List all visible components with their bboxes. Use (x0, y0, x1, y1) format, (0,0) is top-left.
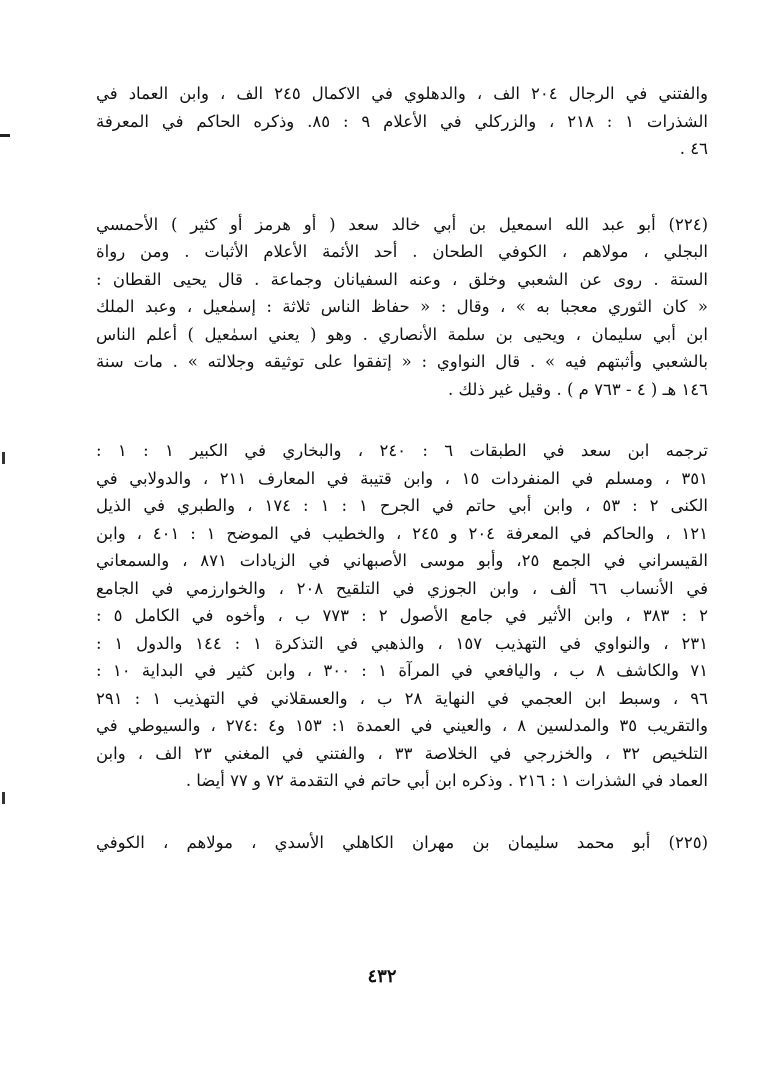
paragraph-entry-225-start (96, 829, 708, 857)
scan-edge-mark-middle (2, 452, 5, 464)
scan-edge-mark-lower (2, 792, 5, 804)
text-line: القيسراني في الجمع ٢٥، وأبو موسى الأصبهاني في الزيادات ٨٧١ ، والسمعاني (96, 551, 708, 570)
text-line: ٧١ والكاشف ٨ ب ، واليافعي في المرآة ١ : ٣٠٠ ، وابن كثير في البداية ١٠ : (96, 661, 708, 680)
text-line: والتقريب ٣٥ والمدلسين ٨ ، والعيني في العمدة ١: ١٥٣ و٤ :٢٧٤ ، والسيوطي في (96, 716, 708, 735)
page-body (96, 80, 708, 856)
text-line: « كان الثوري معجبا به » ، وقال : « حفاظ الناس ثلاثة : إسمٰعيل ، وعبد الملك (96, 297, 708, 316)
text-line: ابن أبي سليمان ، ويحيى بن سلمة الأنصاري . وهو ( يعني اسمٰعيل ) أعلم الناس (96, 324, 708, 344)
text-line: البجلي ، مولاهم ، الكوفي الطحان . أحد الأئمة الأعلام الأثبات . ومن رواة (96, 242, 708, 261)
text-line: الشذرات ١ : ٢١٨ ، والزركلي في الأعلام ٩ : ٨٥. وذكره الحاكم في المعرفة (96, 111, 708, 131)
text-line: ٩٦ ، وسبط ابن العجمي في النهاية ٢٨ ب ، والعسقلاني في التهذيب ١ : ٢٩١ (96, 688, 708, 708)
paragraph-previous-entry-references (96, 80, 708, 163)
paragraph-entry-224-biography (96, 211, 708, 404)
text-line: ٢٣١ ، والنواوي في التهذيب ١٥٧ ، والذهبي في التذكرة ١ : ١٤٤ والدول ١ : (96, 633, 708, 653)
text-line: الكنى ٢ : ٥٣ ، وابن أبي حاتم في الجرح ١ : ١ : ١٧٤ ، والطبري في الذيل (96, 496, 708, 515)
scan-edge-mark-top (0, 134, 10, 137)
text-line: الستة . روى عن الشعبي وخلق ، وعنه السفيانان وجماعة . قال يحيى القطان : (96, 269, 708, 289)
text-line: في الأنساب ٦٦ ألف ، وابن الجوزي في التلقيح ٢٠٨ ، والخوارزمي في الجامع (96, 578, 708, 598)
text-line: والفتني في الرجال ٢٠٤ الف ، والدهلوي في الاكمال ٢٤٥ الف ، وابن العماد في (96, 84, 708, 103)
text-line: ٣٥١ ، ومسلم في المنفردات ١٥ ، وابن قتيبة في المعارف ٢١١ ، والدولابي في (96, 468, 708, 488)
text-line: بالشعبي وأثبتهم فيه » . قال النواوي : « إتفقوا على توثيقه وجلالته » . مات سنة (96, 352, 708, 371)
text-line: ١٤٦ هـ ( ٤ - ٧٦٣ م ) . وقيل غير ذلك . (447, 379, 708, 399)
text-line: العماد في الشذرات ١ : ٢١٦ . وذكره ابن أبي حاتم في التقدمة ٧٢ و ٧٧ أيضا . (185, 771, 708, 790)
text-line: (٢٢٤) أبو عبد الله اسمعيل بن أبي خالد سعد ( أو هرمز أو كثير ) الأحمسي (96, 214, 708, 234)
page-number: ٤٣٢ (367, 966, 397, 987)
text-line: (٢٢٥) أبو محمد سليمان بن مهران الكاهلي الأسدي ، مولاهم ، الكوفي (96, 832, 708, 852)
paragraph-entry-224-references (96, 437, 708, 795)
text-line: ترجمه ابن سعد في الطبقات ٦ : ٢٤٠ ، والبخاري في الكبير ١ : ١ : (96, 441, 708, 460)
text-line: ١٢١ ، والحاكم في المعرفة ٢٠٤ و ٢٤٥ ، والخطيب في الموضح ١ : ٤٠١ ، وابن (96, 523, 708, 543)
text-line: التلخيص ٣٢ ، والخزرجي في الخلاصة ٣٣ ، والفتني في المغني ٢٣ الف ، وابن (96, 743, 708, 763)
text-line: ٤٦ . (679, 139, 708, 158)
text-line: ٢ : ٣٨٣ ، وابن الأثير في جامع الأصول ٢ : ٧٧٣ ب ، وأخوه في الكامل ٥ : (96, 606, 708, 625)
